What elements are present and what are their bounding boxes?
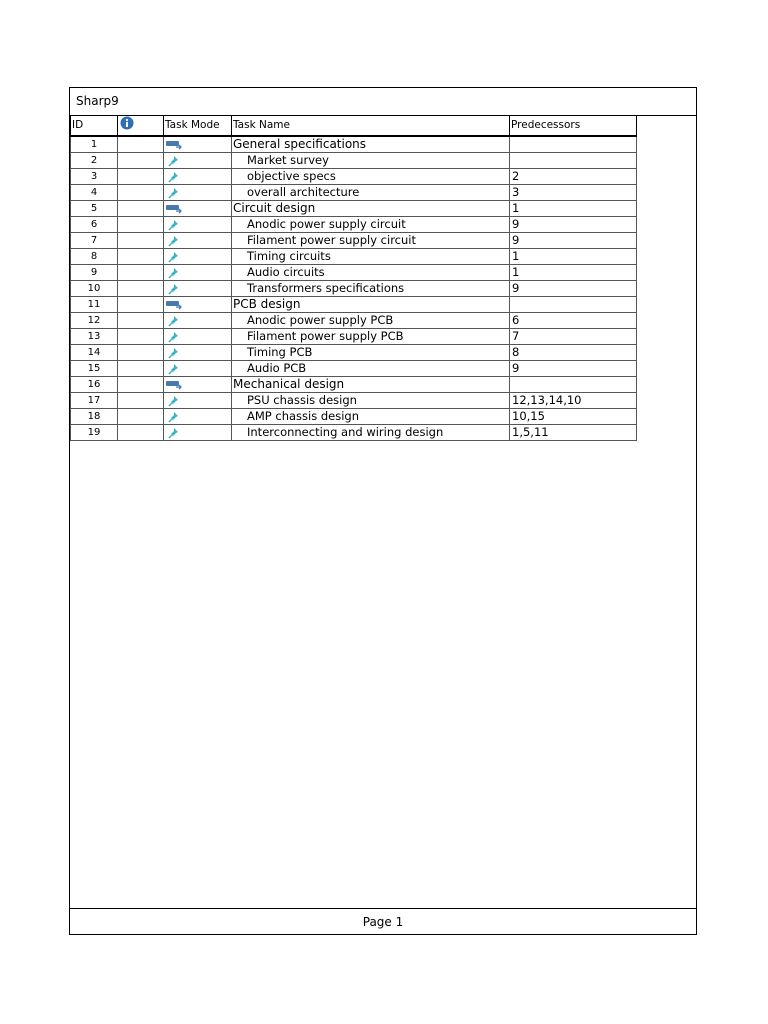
summary-task-name[interactable]: PCB design: [232, 297, 510, 313]
column-header-indicators[interactable]: [118, 116, 164, 137]
table-row[interactable]: [71, 201, 637, 217]
task-mode-cell[interactable]: [164, 233, 232, 249]
auto-scheduled-icon: [165, 299, 183, 311]
task-indicators: [118, 377, 164, 393]
task-mode-cell[interactable]: [164, 153, 232, 169]
task-indicators: [118, 217, 164, 233]
manual-pin-icon: [165, 155, 183, 167]
task-predecessors[interactable]: 9: [510, 217, 637, 233]
table-row[interactable]: [71, 217, 637, 233]
task-predecessors[interactable]: 10,15: [510, 409, 637, 425]
task-name[interactable]: PSU chassis design: [232, 393, 510, 409]
task-predecessors[interactable]: 6: [510, 313, 637, 329]
task-id: 12: [71, 313, 118, 329]
manual-pin-icon: [165, 395, 183, 407]
task-mode-cell[interactable]: [164, 361, 232, 377]
task-indicators: [118, 265, 164, 281]
task-indicators: [118, 281, 164, 297]
task-name[interactable]: Audio circuits: [232, 265, 510, 281]
task-predecessors[interactable]: 7: [510, 329, 637, 345]
task-mode-cell[interactable]: [164, 265, 232, 281]
task-predecessors[interactable]: 12,13,14,10: [510, 393, 637, 409]
manual-pin-icon: [165, 363, 183, 375]
task-predecessors[interactable]: 8: [510, 345, 637, 361]
task-mode-cell[interactable]: [164, 297, 232, 313]
task-mode-cell[interactable]: [164, 345, 232, 361]
table-row[interactable]: [71, 169, 637, 185]
task-id: 3: [71, 169, 118, 185]
summary-task-name[interactable]: Circuit design: [232, 201, 510, 217]
task-mode-cell[interactable]: [164, 409, 232, 425]
task-name[interactable]: Transformers specifications: [232, 281, 510, 297]
task-indicators: [118, 425, 164, 441]
task-indicators: [118, 297, 164, 313]
table-row[interactable]: [71, 249, 637, 265]
table-row[interactable]: [71, 329, 637, 345]
manual-pin-icon: [165, 267, 183, 279]
auto-scheduled-icon: [165, 203, 183, 215]
info-icon: [120, 116, 134, 135]
task-mode-cell[interactable]: [164, 249, 232, 265]
task-name[interactable]: Anodic power supply PCB: [232, 313, 510, 329]
table-row[interactable]: [71, 281, 637, 297]
table-row[interactable]: [71, 313, 637, 329]
table-row[interactable]: [71, 377, 637, 393]
column-header-task-name[interactable]: Task Name: [232, 116, 510, 137]
column-header-predecessors[interactable]: Predecessors: [510, 116, 637, 137]
task-mode-cell[interactable]: [164, 425, 232, 441]
table-row[interactable]: [71, 425, 637, 441]
task-indicators: [118, 169, 164, 185]
task-id: 14: [71, 345, 118, 361]
manual-pin-icon: [165, 331, 183, 343]
task-predecessors[interactable]: 9: [510, 361, 637, 377]
column-header-task-mode[interactable]: Task Mode: [164, 116, 232, 137]
task-predecessors[interactable]: 3: [510, 185, 637, 201]
table-row[interactable]: [71, 265, 637, 281]
task-id: 11: [71, 297, 118, 313]
task-list: [71, 136, 637, 441]
task-indicators: [118, 361, 164, 377]
task-name[interactable]: objective specs: [232, 169, 510, 185]
task-id: 10: [71, 281, 118, 297]
task-mode-cell[interactable]: [164, 201, 232, 217]
task-predecessors[interactable]: 2: [510, 169, 637, 185]
task-indicators: [118, 313, 164, 329]
task-predecessors[interactable]: [510, 377, 637, 393]
task-id: 16: [71, 377, 118, 393]
auto-scheduled-icon: [165, 379, 183, 391]
task-mode-cell[interactable]: [164, 393, 232, 409]
task-name[interactable]: Timing circuits: [232, 249, 510, 265]
manual-pin-icon: [165, 235, 183, 247]
task-id: 18: [71, 409, 118, 425]
manual-pin-icon: [165, 427, 183, 439]
task-name[interactable]: Filament power supply circuit: [232, 233, 510, 249]
summary-task-name[interactable]: Mechanical design: [232, 377, 510, 393]
task-id: 17: [71, 393, 118, 409]
manual-pin-icon: [165, 315, 183, 327]
task-id: 19: [71, 425, 118, 441]
table-row[interactable]: [71, 393, 637, 409]
page-frame: [69, 87, 697, 935]
task-id: 15: [71, 361, 118, 377]
task-mode-cell[interactable]: [164, 313, 232, 329]
task-indicators: [118, 249, 164, 265]
task-id: 5: [71, 201, 118, 217]
table-row[interactable]: [71, 345, 637, 361]
project-title: Sharp9: [76, 94, 119, 108]
task-name[interactable]: Timing PCB: [232, 345, 510, 361]
footer-divider: [70, 908, 696, 909]
task-name[interactable]: Interconnecting and wiring design: [232, 425, 510, 441]
task-predecessors[interactable]: [510, 136, 637, 153]
task-id: 6: [71, 217, 118, 233]
task-mode-cell[interactable]: [164, 169, 232, 185]
task-mode-cell[interactable]: [164, 281, 232, 297]
task-mode-cell[interactable]: [164, 329, 232, 345]
manual-pin-icon: [165, 347, 183, 359]
task-predecessors[interactable]: 1,5,11: [510, 425, 637, 441]
task-table: [70, 115, 637, 441]
task-indicators: [118, 329, 164, 345]
task-predecessors[interactable]: 1: [510, 249, 637, 265]
task-predecessors[interactable]: 1: [510, 201, 637, 217]
manual-pin-icon: [165, 251, 183, 263]
task-indicators: [118, 153, 164, 169]
table-header-row: [71, 116, 637, 137]
task-name[interactable]: Anodic power supply circuit: [232, 217, 510, 233]
task-mode-cell[interactable]: [164, 217, 232, 233]
task-indicators: [118, 185, 164, 201]
table-row[interactable]: [71, 233, 637, 249]
table-row[interactable]: [71, 297, 637, 313]
table-row[interactable]: [71, 185, 637, 201]
task-indicators: [118, 393, 164, 409]
table-row[interactable]: [71, 153, 637, 169]
task-predecessors[interactable]: [510, 297, 637, 313]
task-indicators: [118, 345, 164, 361]
task-indicators: [118, 409, 164, 425]
manual-pin-icon: [165, 411, 183, 423]
table-row[interactable]: [71, 136, 637, 153]
manual-pin-icon: [165, 283, 183, 295]
task-id: 8: [71, 249, 118, 265]
task-name[interactable]: Audio PCB: [232, 361, 510, 377]
task-indicators: [118, 136, 164, 153]
task-id: 13: [71, 329, 118, 345]
table-row[interactable]: [71, 409, 637, 425]
page-number: Page 1: [362, 915, 404, 929]
task-name[interactable]: Filament power supply PCB: [232, 329, 510, 345]
task-id: 1: [71, 136, 118, 153]
task-mode-cell[interactable]: [164, 185, 232, 201]
task-id: 7: [71, 233, 118, 249]
manual-pin-icon: [165, 219, 183, 231]
summary-task-name[interactable]: General specifications: [232, 136, 510, 153]
task-indicators: [118, 201, 164, 217]
task-predecessors[interactable]: [510, 153, 637, 169]
task-predecessors[interactable]: 9: [510, 281, 637, 297]
task-name[interactable]: overall architecture: [232, 185, 510, 201]
column-header-id[interactable]: ID: [71, 116, 118, 137]
task-mode-cell[interactable]: [164, 377, 232, 393]
task-name[interactable]: AMP chassis design: [232, 409, 510, 425]
task-predecessors[interactable]: 1: [510, 265, 637, 281]
task-id: 4: [71, 185, 118, 201]
task-mode-cell[interactable]: [164, 136, 232, 153]
table-row[interactable]: [71, 361, 637, 377]
task-name[interactable]: Market survey: [232, 153, 510, 169]
task-id: 2: [71, 153, 118, 169]
task-indicators: [118, 233, 164, 249]
auto-scheduled-icon: [165, 139, 183, 151]
manual-pin-icon: [165, 171, 183, 183]
task-id: 9: [71, 265, 118, 281]
task-predecessors[interactable]: 9: [510, 233, 637, 249]
manual-pin-icon: [165, 187, 183, 199]
